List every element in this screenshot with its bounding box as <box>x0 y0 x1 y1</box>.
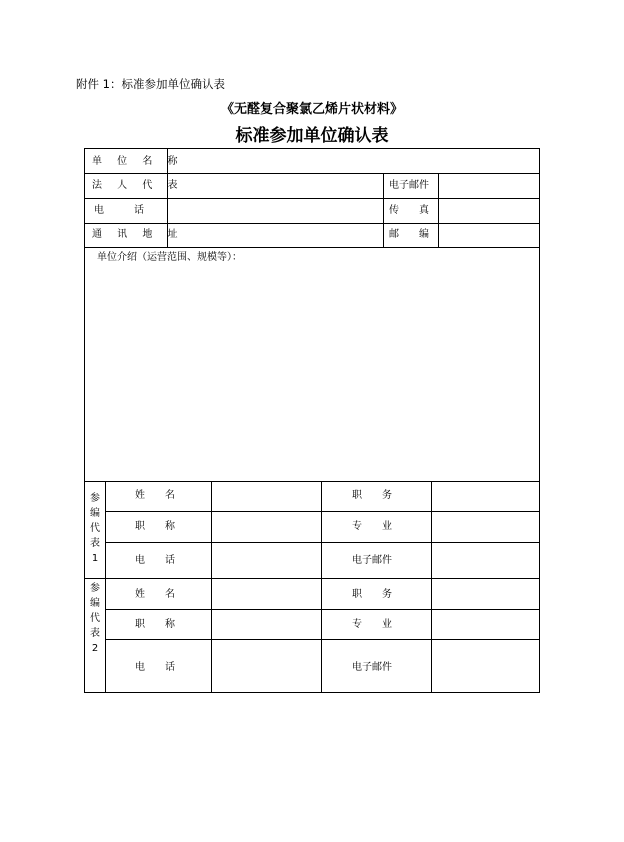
rep1-position-field[interactable] <box>432 482 539 511</box>
rep1-title-field[interactable] <box>212 512 321 542</box>
unit-intro-label: 单位介绍（运营范围、规模等）： <box>97 252 242 263</box>
rep1-major-label: 专 业 <box>352 521 392 532</box>
document-subtitle: 《无醛复合聚氯乙烯片状材料》 <box>220 102 403 117</box>
rep2-major-label: 专 业 <box>352 619 392 630</box>
email-field[interactable] <box>439 174 539 198</box>
rep1-phone-field[interactable] <box>212 543 321 578</box>
rep1-title-label: 职 称 <box>135 521 175 532</box>
unit-name-label: 单 位 名 称 <box>92 156 184 167</box>
rep1-email-field[interactable] <box>432 543 539 578</box>
row-divider <box>85 247 539 248</box>
group-column-divider <box>105 481 106 692</box>
rep2-name-label: 姓 名 <box>135 589 175 600</box>
rep1-phone-label: 电 话 <box>135 555 175 566</box>
rep2-major-field[interactable] <box>432 610 539 639</box>
attachment-label: 附件 1：标准参加单位确认表 <box>76 77 225 91</box>
address-field[interactable] <box>168 224 383 247</box>
postcode-field[interactable] <box>439 224 539 247</box>
rep2-phone-field[interactable] <box>212 640 321 692</box>
unit-intro-field[interactable] <box>85 265 539 481</box>
legal-rep-label: 法 人 代 表 <box>92 180 184 191</box>
rep2-email-field[interactable] <box>432 640 539 692</box>
phone-label: 电 话 <box>94 205 144 216</box>
column-divider <box>321 481 322 692</box>
fax-field[interactable] <box>439 199 539 223</box>
page-title: 标准参加单位确认表 <box>235 126 389 146</box>
rep1-major-field[interactable] <box>432 512 539 542</box>
legal-rep-field[interactable] <box>168 174 383 198</box>
fax-label: 传 真 <box>389 205 429 216</box>
email-label: 电子邮件 <box>389 180 429 191</box>
rep2-title-field[interactable] <box>212 610 321 639</box>
rep2-name-field[interactable] <box>212 579 321 609</box>
rep1-email-label: 电子邮件 <box>352 555 392 566</box>
column-divider <box>383 173 384 247</box>
rep2-title-label: 职 称 <box>135 619 175 630</box>
rep2-phone-label: 电 话 <box>135 662 175 673</box>
rep2-email-label: 电子邮件 <box>352 662 392 673</box>
postcode-label: 邮 编 <box>389 229 429 240</box>
rep2-position-label: 职 务 <box>352 589 392 600</box>
address-label: 通 讯 地 址 <box>92 229 184 240</box>
confirmation-form-table <box>84 148 540 693</box>
rep1-group-label: 参编代表1 <box>90 493 100 564</box>
rep2-position-field[interactable] <box>432 579 539 609</box>
rep1-name-field[interactable] <box>212 482 321 511</box>
phone-field[interactable] <box>168 199 383 223</box>
rep2-group-label: 参编代表2 <box>90 583 100 654</box>
rep1-name-label: 姓 名 <box>135 490 175 501</box>
unit-name-field[interactable] <box>168 149 539 173</box>
rep1-position-label: 职 务 <box>352 490 392 501</box>
